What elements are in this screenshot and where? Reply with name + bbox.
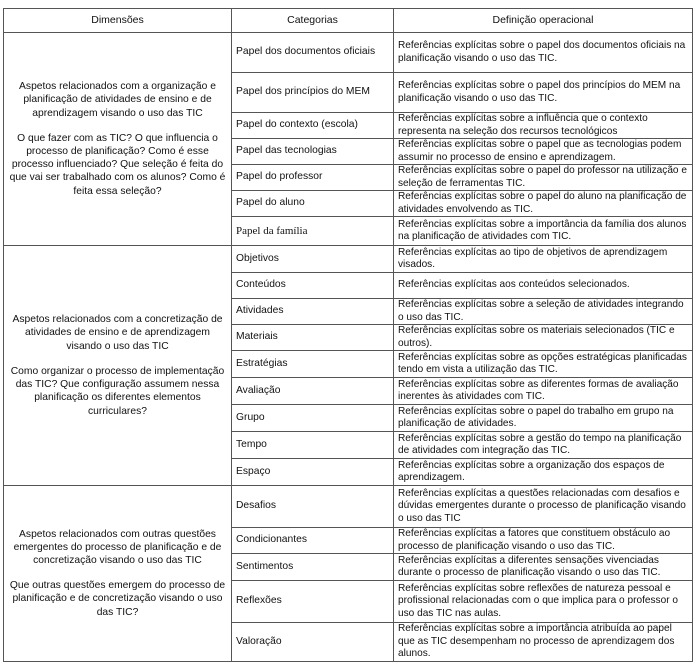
definition-cell: Referências explícitas sobre reflexões de natureza pessoal e profissional relacionadas com o que implica para o professor o uso das TIC nas aulas.	[394, 581, 693, 623]
definition-cell: Referências explícitas ao tipo de objetivos de aprendizagem visados.	[394, 246, 693, 273]
definition-cell: Referências explícitas a diferentes sensações vivenciadas durante o processo de planificação visando o uso das TIC.	[394, 554, 693, 581]
dimension-title: Aspetos relacionados com a concretização de atividades de ensino e de aprendizagem visando o uso das TIC	[12, 314, 223, 352]
category-cell: Objetivos	[232, 246, 394, 273]
dimension-questions: Que outras questões emergem do processo de planificação e de concretização visando o uso das TIC?	[9, 580, 226, 618]
definition-cell: Referências explícitas a fatores que constituem obstáculo ao processo de planificação visando o uso das TIC.	[394, 528, 693, 554]
table-row	[4, 486, 693, 528]
category-cell: Estratégias	[232, 351, 394, 378]
category-cell: Papel da família	[232, 217, 394, 246]
definition-cell: Referências explícitas sobre o papel do professor na utilização e seleção de ferramentas TIC.	[394, 165, 693, 191]
definition-cell: Referências explícitas sobre o papel do aluno na planificação de atividades envolvendo as TIC.	[394, 191, 693, 217]
definition-cell: Referências explícitas aos conteúdos selecionados.	[394, 273, 693, 299]
header-dimensions: Dimensões	[4, 9, 232, 33]
definition-cell: Referências explícitas sobre a influência que o contexto representa na seleção dos recursos tecnológicos	[394, 113, 693, 139]
definition-cell: Referências explícitas sobre a importância da família dos alunos na planificação de atividades com TIC.	[394, 217, 693, 246]
category-cell: Papel do professor	[232, 165, 394, 191]
category-cell: Grupo	[232, 405, 394, 432]
definition-cell: Referências explícitas sobre as diferentes formas de avaliação inerentes às atividades com TIC.	[394, 378, 693, 405]
category-cell: Papel do aluno	[232, 191, 394, 217]
header-categories: Categorias	[232, 9, 394, 33]
header-row	[4, 9, 693, 33]
definition-cell: Referências explícitas a questões relacionadas com desafios e dúvidas emergentes durante o processo de planificação visando o uso das TIC	[394, 486, 693, 528]
dimension-cell-planning	[4, 33, 232, 246]
category-cell: Materiais	[232, 325, 394, 351]
category-cell: Papel do contexto (escola)	[232, 113, 394, 139]
category-cell: Papel dos documentos oficiais	[232, 33, 394, 73]
categories-table	[3, 8, 693, 662]
category-cell: Valoração	[232, 623, 394, 662]
dimension-questions: O que fazer com as TIC? O que influencia o processo de planificação? Como é esse processo influenciado? Que seleção é feita do que vai ser trabalhado com os alunos? Como é feita essa seleção?	[9, 132, 226, 197]
category-cell: Atividades	[232, 299, 394, 325]
category-cell: Condicionantes	[232, 528, 394, 554]
dimension-title: Aspetos relacionados com a organização e planificação de atividades de ensino e de aprendizagem visando o uso das TIC	[19, 81, 216, 119]
definition-cell: Referências explícitas sobre a gestão do tempo na planificação de atividades com integração das TIC.	[394, 432, 693, 459]
category-cell: Espaço	[232, 459, 394, 486]
dimension-questions: Como organizar o processo de implementação das TIC? Que configuração assumem nessa planificação os diferentes elementos curriculares?	[10, 365, 225, 417]
definition-cell: Referências explícitas sobre o papel dos documentos oficiais na planificação visando o uso das TIC.	[394, 33, 693, 73]
category-cell: Avaliação	[232, 378, 394, 405]
category-cell: Papel das tecnologias	[232, 139, 394, 165]
definition-cell: Referências explícitas sobre o papel que as tecnologias podem assumir no processo de ensino e aprendizagem.	[394, 139, 693, 165]
definition-cell: Referências explícitas sobre a importância atribuída ao papel que as TIC desempenham no processo de aprendizagem dos alunos.	[394, 623, 693, 662]
dimension-cell-emergent	[4, 486, 232, 662]
dimension-title: Aspetos relacionados com outras questões emergentes do processo de planificação e de concretização visando o uso das TIC	[13, 528, 222, 567]
category-cell: Tempo	[232, 432, 394, 459]
category-cell: Conteúdos	[232, 273, 394, 299]
category-cell: Sentimentos	[232, 554, 394, 581]
definition-cell: Referências explícitas sobre o papel dos princípios do MEM na planificação visando o uso das TIC.	[394, 73, 693, 113]
definition-cell: Referências explícitas sobre o papel do trabalho em grupo na planificação de atividades.	[394, 405, 693, 432]
definition-cell: Referências explícitas sobre as opções estratégicas planificadas tendo em vista a utilização das TIC.	[394, 351, 693, 378]
category-cell: Reflexões	[232, 581, 394, 623]
definition-cell: Referências explícitas sobre os materiais selecionados (TIC e outros).	[394, 325, 693, 351]
category-cell: Papel dos princípios do MEM	[232, 73, 394, 113]
definition-cell: Referências explícitas sobre a seleção de atividades integrando o uso das TIC.	[394, 299, 693, 325]
definition-cell: Referências explícitas sobre a organização dos espaços de aprendizagem.	[394, 459, 693, 486]
header-operational-definition: Definição operacional	[394, 9, 693, 33]
table-row	[4, 33, 693, 73]
table-row	[4, 246, 693, 273]
category-cell: Desafios	[232, 486, 394, 528]
dimension-cell-implementation	[4, 246, 232, 486]
